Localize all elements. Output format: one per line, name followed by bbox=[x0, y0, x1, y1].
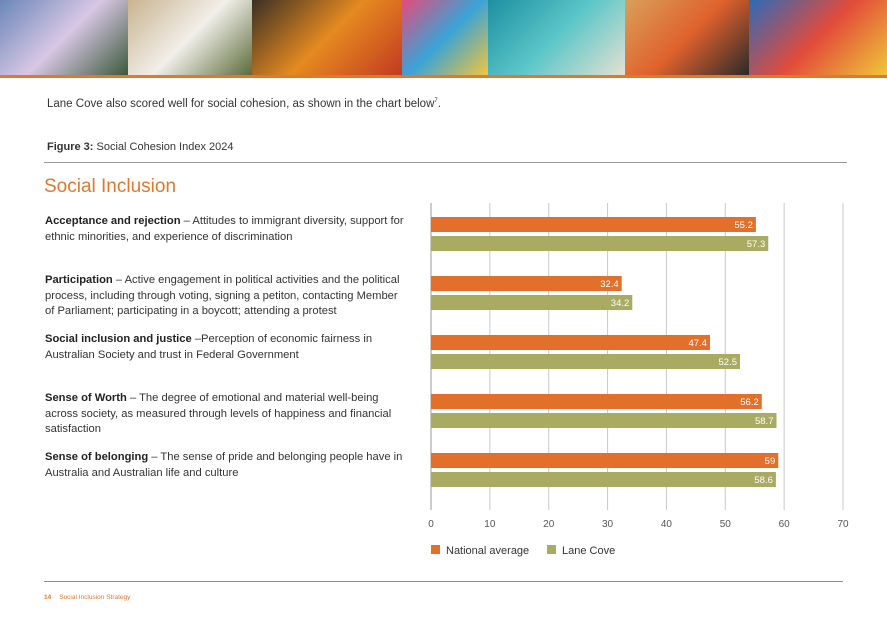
legend-label: National average bbox=[446, 545, 530, 557]
page-footer bbox=[44, 594, 130, 601]
bar bbox=[431, 276, 622, 291]
x-tick-label: 50 bbox=[719, 519, 731, 530]
x-tick-label: 60 bbox=[778, 519, 790, 530]
data-label: 34.2 bbox=[610, 298, 630, 309]
description-text: – The sense of pride and belonging people have in Australia and Australian life and culture bbox=[45, 451, 403, 479]
data-label: 47.4 bbox=[688, 338, 707, 349]
data-label: 32.4 bbox=[600, 279, 619, 290]
legend-swatch bbox=[547, 545, 556, 554]
figure-label: Figure 3: bbox=[47, 141, 94, 153]
description-text: –Perception of economic fairness in Australian Society and trust in Federal Government bbox=[45, 333, 373, 361]
x-tick-label: 0 bbox=[428, 519, 434, 530]
description-title: Acceptance and rejection bbox=[45, 215, 181, 227]
description-text: – Active engagement in political activities and the political process, including through voting, signing a petiton, contacting Member of Parliament; participating in a boycott; attending a protest bbox=[45, 274, 400, 317]
description-title: Sense of belonging bbox=[45, 451, 149, 463]
intro-text: Lane Cove also scored well for social cohesion, as shown in the chart below bbox=[47, 98, 435, 110]
section-title: Social Inclusion bbox=[44, 176, 177, 197]
data-label: 56.2 bbox=[740, 397, 759, 408]
footer-divider bbox=[44, 581, 843, 582]
x-tick-label: 10 bbox=[484, 519, 496, 530]
figure-caption-text: Social Cohesion Index 2024 bbox=[93, 141, 234, 153]
bar bbox=[431, 394, 762, 409]
bar bbox=[431, 236, 768, 251]
footnote-marker: 7 bbox=[434, 98, 438, 105]
bar bbox=[431, 354, 740, 369]
data-label: 55.2 bbox=[734, 220, 753, 231]
data-label: 58.7 bbox=[754, 416, 774, 427]
description-title: Sense of Worth bbox=[45, 392, 127, 404]
footer-title: Social Inclusion Strategy bbox=[59, 594, 131, 601]
page-number: 14 bbox=[44, 594, 52, 601]
data-label: 58.6 bbox=[754, 475, 773, 486]
legend-label: Lane Cove bbox=[562, 545, 616, 557]
intro-end: . bbox=[437, 98, 441, 110]
x-tick-label: 40 bbox=[660, 519, 672, 530]
bar bbox=[431, 335, 710, 350]
data-label: 52.5 bbox=[718, 357, 737, 368]
data-label: 59 bbox=[764, 456, 776, 467]
x-tick-label: 70 bbox=[837, 519, 849, 530]
bar bbox=[431, 217, 756, 232]
x-tick-label: 20 bbox=[543, 519, 555, 530]
bar bbox=[431, 472, 776, 487]
bar bbox=[431, 413, 776, 428]
data-label: 57.3 bbox=[746, 239, 766, 250]
bar bbox=[431, 295, 632, 310]
description-text: – Attitudes to immigrant diversity, support for ethnic minorities, and experience of discrimination bbox=[45, 215, 404, 243]
description-text: – The degree of emotional and material well-being across society, as measured through levels of happiness and financial satisfaction bbox=[45, 392, 392, 435]
legend-swatch bbox=[431, 545, 440, 554]
x-tick-label: 30 bbox=[602, 519, 614, 530]
description-title: Social inclusion and justice bbox=[45, 333, 192, 345]
description-title: Participation bbox=[45, 274, 113, 286]
bar bbox=[431, 453, 778, 468]
